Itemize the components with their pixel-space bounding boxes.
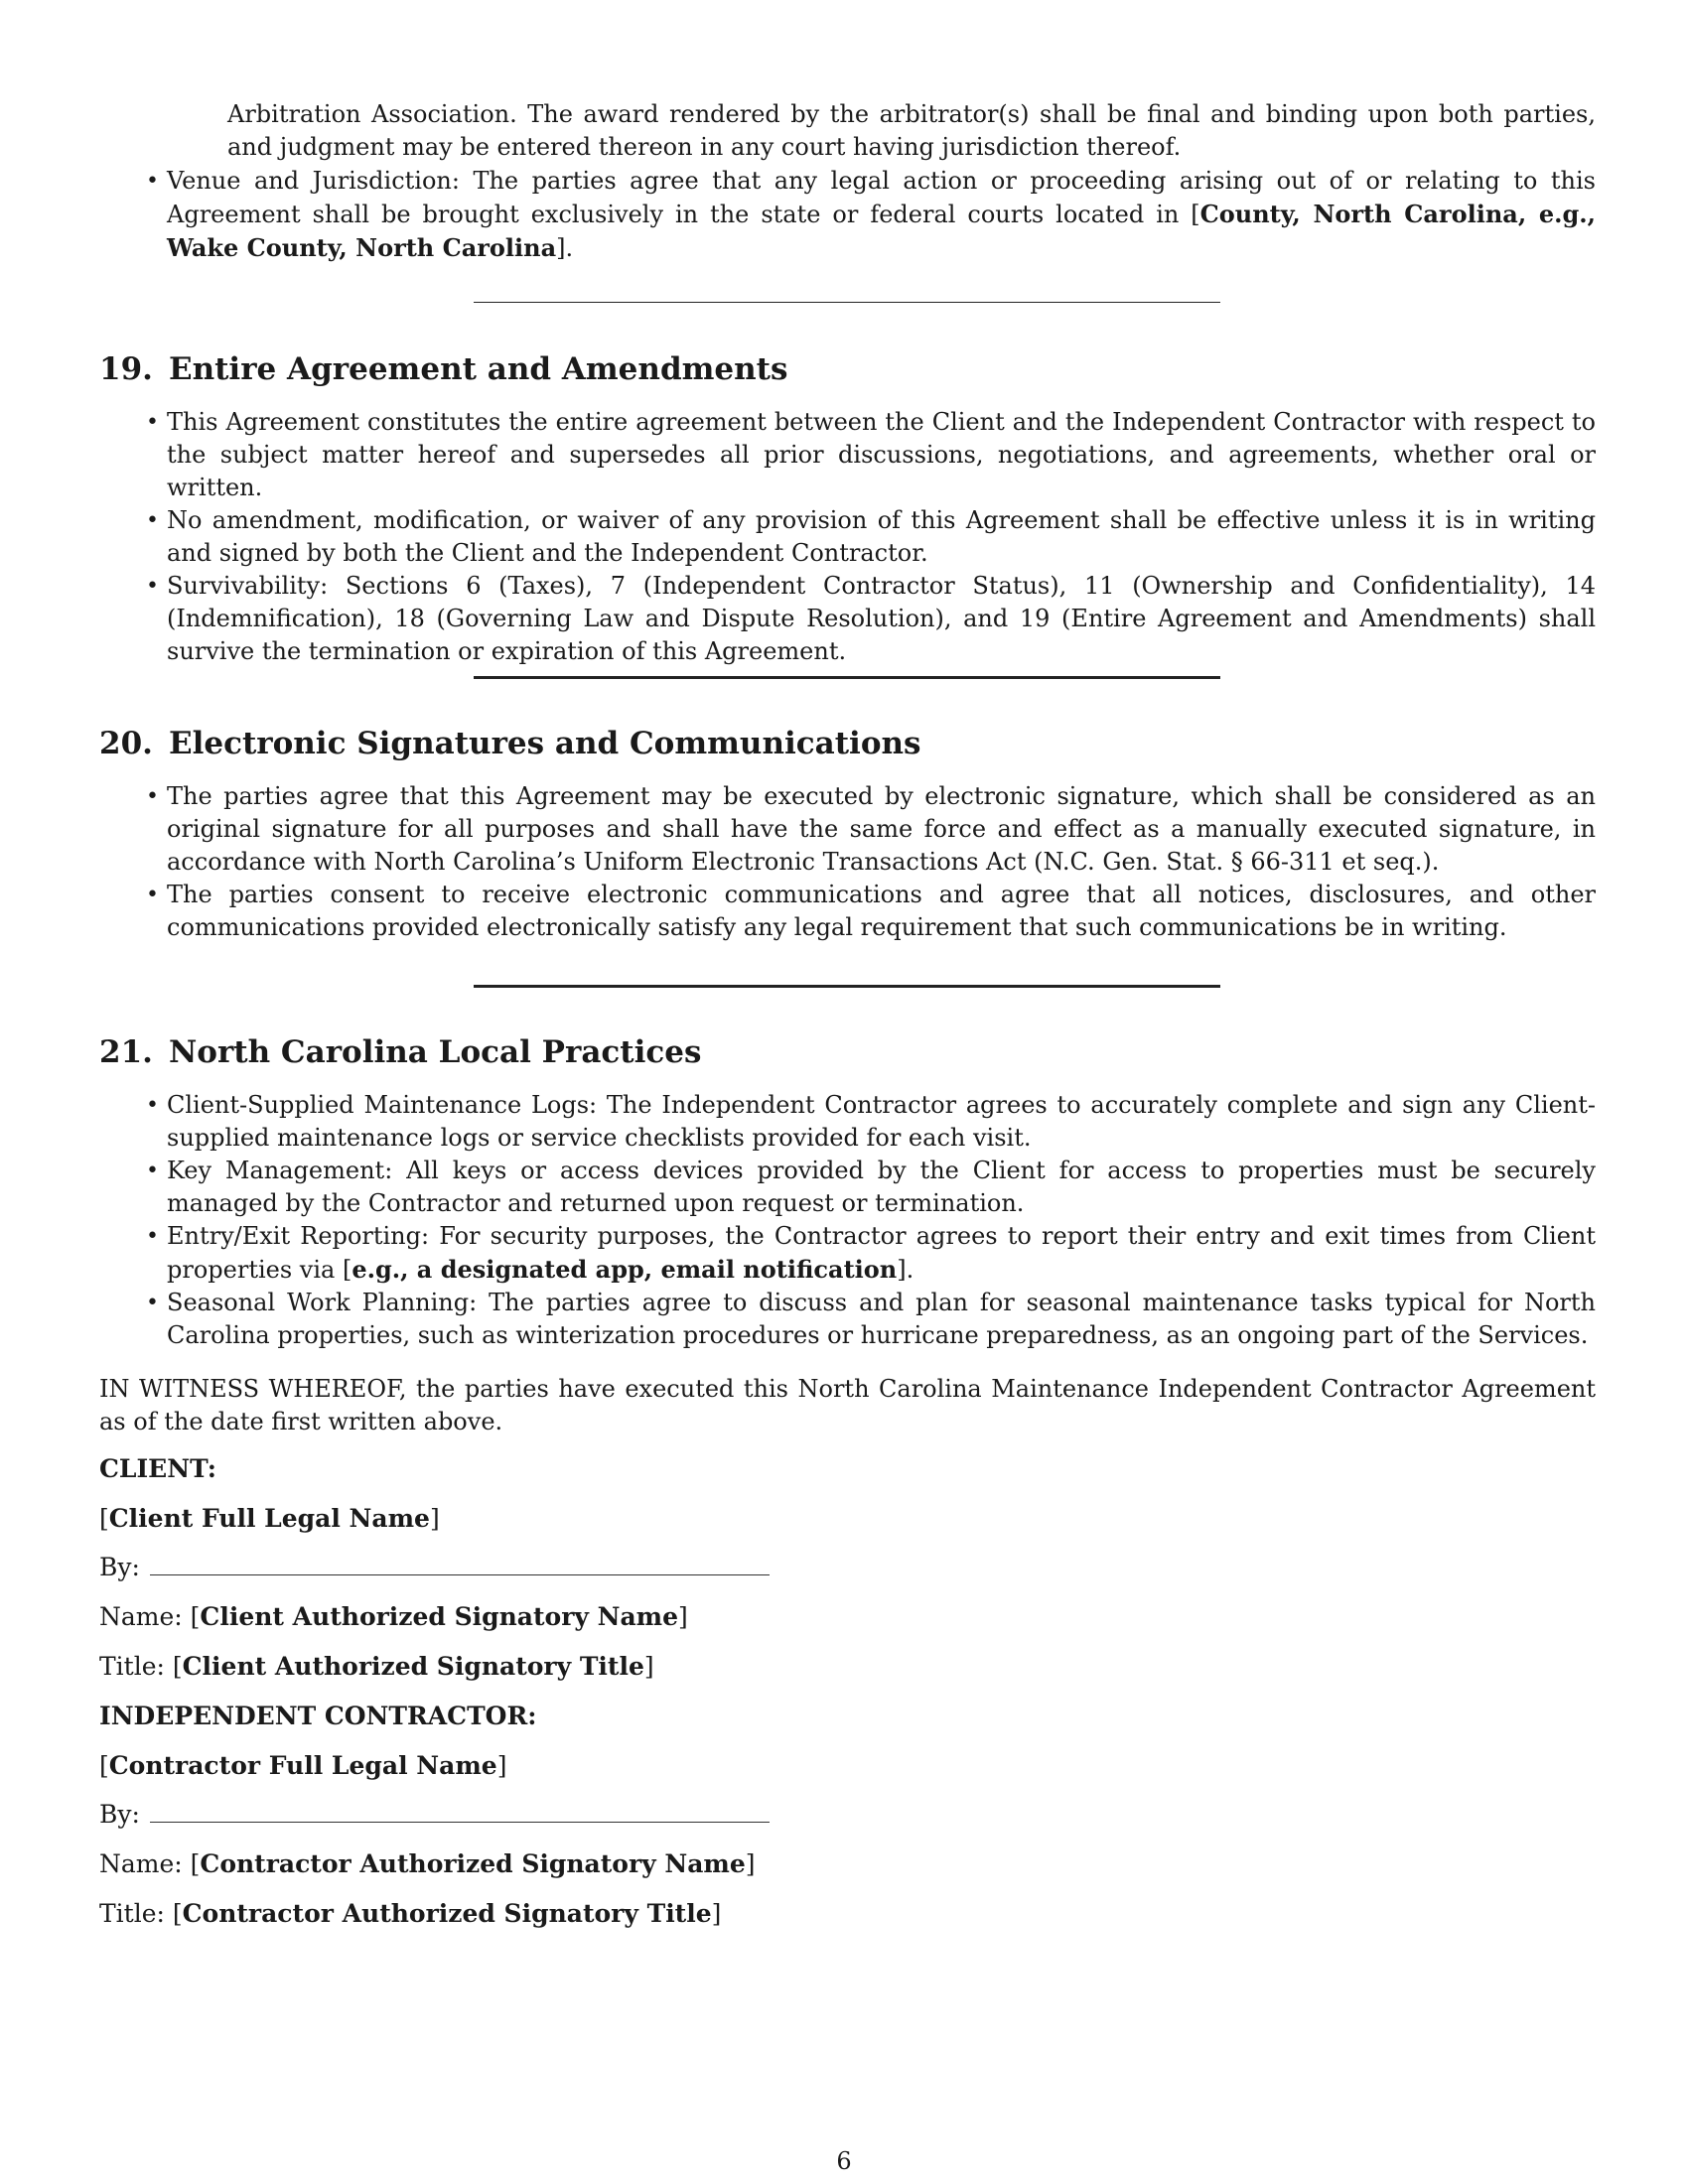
list-item: • No amendment, modification, or waiver of any provision of this Agreement shall be effective unless it is in writing and signed by both the Client and the Independent Contractor. (167, 504, 1596, 570)
section-19-heading: 19. Entire Agreement and Amendments (99, 351, 788, 387)
list-item: • Entry/Exit Reporting: For security purposes, the Contractor agrees to report their entry and exit times from Client properties via [e.g., a designated app, email notification]. (167, 1220, 1596, 1287)
section-divider (474, 676, 1220, 679)
section-divider (474, 302, 1220, 303)
list-item: • Client-Supplied Maintenance Logs: The Independent Contractor agrees to accurately complete and sign any Client-supplied maintenance logs or service checklists provided for each visit. (167, 1089, 1596, 1155)
section-divider (474, 985, 1220, 988)
arbitration-continuation (227, 98, 1596, 164)
client-title-line: Title: [Client Authorized Signatory Title] (99, 1652, 654, 1681)
contractor-heading: INDEPENDENT CONTRACTOR: (99, 1702, 537, 1730)
venue-list (167, 165, 1596, 265)
list-item: • The parties consent to receive electronic communications and agree that all notices, disclosures, and other communications provided electronically satisfy any legal requirement that such communications be in writing. (167, 879, 1596, 944)
list-item-venue: • Venue and Jurisdiction: The parties agree that any legal action or proceeding arising out of or relating to this Agreement shall be brought exclusively in the state or federal courts located in [County, North Carolina, e.g., Wake County, North Carolina]. (167, 165, 1596, 265)
contractor-by-line: By: (99, 1800, 770, 1830)
contractor-legal-name: [Contractor Full Legal Name] (99, 1751, 507, 1780)
list-item: • The parties agree that this Agreement may be executed by electronic signature, which shall be considered as an original signature for all purposes and shall have the same force and effect as a manually executed signature, in accordance with North Carolina’s Uniform Electronic Transactions Act (N.C. Gen. Stat. § 66-311 et seq.). (167, 780, 1596, 879)
contractor-name-line: Name: [Contractor Authorized Signatory Name] (99, 1849, 756, 1878)
page-number: 6 (836, 2147, 852, 2175)
continuation-line-1: Arbitration Association. The award rendered by the arbitrator(s) shall be final and binding upon both parties, (227, 100, 1596, 128)
list-item: • This Agreement constitutes the entire agreement between the Client and the Independent Contractor with respect to the subject matter hereof and supersedes all prior discussions, negotiations, and agreements, whether oral or written. (167, 406, 1596, 504)
contractor-signature-line (150, 1822, 770, 1823)
witness-paragraph: IN WITNESS WHEREOF, the parties have executed this North Carolina Maintenance Independent Contractor Agreement as of the date first written above. (99, 1375, 1596, 1435)
client-legal-name: [Client Full Legal Name] (99, 1504, 440, 1533)
client-name-line: Name: [Client Authorized Signatory Name] (99, 1602, 688, 1631)
list-item: • Seasonal Work Planning: The parties agree to discuss and plan for seasonal maintenance tasks typical for North Carolina properties, such as winterization procedures or hurricane preparedness, as an ongoing part of the Services. (167, 1287, 1596, 1352)
continuation-line-2: and judgment may be entered thereon in any court having jurisdiction thereof. (227, 133, 1182, 161)
client-signature-line (150, 1574, 770, 1575)
section-21-heading: 21. North Carolina Local Practices (99, 1034, 702, 1070)
section-19-list (167, 406, 1596, 668)
client-by-line: By: (99, 1553, 770, 1582)
list-item: • Survivability: Sections 6 (Taxes), 7 (Independent Contractor Status), 11 (Ownership and Confidentiality), 14 (Indemnification), 18 (Governing Law and Dispute Resolution), and 19 (Entire Agreement and Amendments) shall survive the termination or expiration of this Agreement. (167, 570, 1596, 668)
section-21-list (167, 1089, 1596, 1352)
list-item: • Key Management: All keys or access devices provided by the Client for access to properties must be securely managed by the Contractor and returned upon request or termination. (167, 1155, 1596, 1220)
contractor-title-line: Title: [Contractor Authorized Signatory Title] (99, 1899, 722, 1928)
section-20-list (167, 780, 1596, 944)
section-20-heading: 20. Electronic Signatures and Communications (99, 726, 921, 761)
client-heading: CLIENT: (99, 1454, 217, 1483)
